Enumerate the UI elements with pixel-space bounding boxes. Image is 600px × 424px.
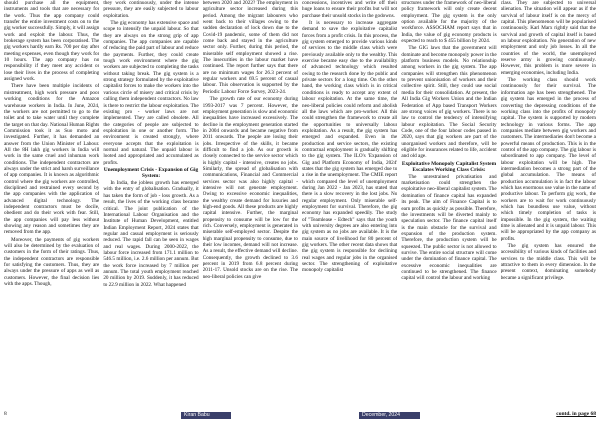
column-2 — [103, 0, 198, 410]
paragraph: Moreover, the payments of gig workers will also be determined by the evaluation of customers in the form of their ratings. Thus, the independent contractors are responsible for satisfying the customers. Thus, they are always under the pressure of apps as well as customers. However, the final decision lies with the apps. Though, — [4, 236, 100, 288]
column-1 — [4, 0, 99, 410]
article-columns — [4, 0, 596, 410]
paragraph: between 2020 and 2022? The employment in agriculture sector increased during this period. Among the migrant labourers who went back to their villages owing to the sudden declaration of lock down due to the Covid-19 pandemic, some of them did not come back and stayed in the agriculture sector only. Further, during this period, the miserable self employment showed a rise. The insecurities in the labour market have continued. The report further says that there are no minimum wages for 26.3 percent of regular workers and 69.5 percent of casual labour. This observation is supported by the Periodic Labour Force Survey, 2023-24. — [202, 0, 298, 95]
paragraph: structures under the framework of neo-liberal policy framework will only create decent employment. The gig system is the only option available for the majority of the workforce. ASSOCHAM report says that in India, the value of gig economy products is expected to reach to $ 455 billion by 2024. — [401, 0, 497, 45]
paragraph: In India, the jobless growth has emerged with the entry of globalisation. Gradually, it has taken the form of job - loss growth. As a result, the lives of the working class became critical. The joint publication of the International Labour Organisation and the Institute of Human Development, entitled Indian Employment Report, 2024 states that regular and casual employment is seriously reduced. The rapid fall can be seen in wages and real wages. During 2000-2022, the labour force increased from 171.1 million to 546.5 million, i.e. 2.6 million per annum. But the work force increased by 7 million per annum. The total youth employment reached 20 million by 2019. Suddenly, it has reduced to 22.9 million in 2022. What happened — [103, 180, 199, 288]
paragraph: concessions, incentives and write off their huge loans to ensure their profits but will not purchase their unsold stocks in the godowns. — [301, 0, 398, 19]
paragraph: The gig economy has extensive space and scope to intensify the unpaid labour. So that they are always on the strong grip of app companies. The app companies are capable of reducing the paid part of labour and reduce the payments. Further, they could create tough work environment where the gig workers are subjected to completing the tasks without taking break. The gig system is a strong strategy formulated by the exploitative capitalist forces to make the workers into the various circle of misery and critical crisis by calling them independent contractors. No law is there to restrict the labour exploitation. The existing pro - worker laws are not implemented. They are called obsolete. All the categories of people are subjected to exploitation in one or another form. The environment is created strongly, where everyone accepts that the exploitation is normal and natural. The unpaid labour is looted and appropriated and accumulated as profits. — [103, 20, 199, 166]
paragraph: There have been multiple incidents of mistreatment, high work pressure and poor working conditions for the Amazon warehouse workers in India. In June, 2024, the workers are not permitted to go to the toilet and to take water until they complete the target on that day. National Human Rights Commission took it as Suo moto and investigated. Further, it has demanded an answer from the Union Minister of Labour. All the 8H lakh gig workers in India will work in the same cruel and inhuman work conditions. The independent contractors are always under the strict and harsh surveillance of app companies. It is known as algorithmic control where the gig workers are controlled, disciplined and restrained every second by the app companies with the application of advanced digital technology. The independent contractors must be docile, obedient and do their work with fear. Still, the app companies will pay less without showing any reason and sometimes they are removed from the app. — [4, 83, 100, 236]
page-footer — [4, 410, 596, 423]
column-6 — [501, 0, 596, 410]
footer-issue-label: December, 2024 — [359, 412, 420, 419]
footer-author-label: Kiran Babu — [181, 412, 231, 419]
paragraph: The GIG laws that the government will dominate and become monopoly power in the platform business models. No relationship among workers in the gig system. The app companies will strengthen this phenomenon to prevent unionisation of workers and their collective spirit. Still, they could use social media for their consolidation. At present, the All India Gig Workers Union and the Indian Federation of App based Transport Workers are strong voices of gig workers. There is no law to control the tendency of intensifying labour exploitation. The Social Security Code, one of the four labour codes passed in 2020, says that gig workers are part of the unorganised workers and therefore, will be eligible for insurances related to life, accident and old age. — [401, 45, 497, 160]
section-heading: Unemployment Crisis - Expansion of Gig System: — [103, 166, 199, 180]
paragraph: The unrestrained privatisation and marketisation could strengthen the exploitative neo-liberal capitalist system. The domination of finance capital has expanded its peak. The aim of Finance Capital is to earn profits as quickly as possible. Therefore, the investments will be diverted mainly to speculation sector. The finance capital itself is the main obstacle for the survival and expansion of the production system. Therefore, the production system will be squeezed. The public sector is not allowed to survive. The entire social structure will come under the domination of finance capital. The excessive economic inequalities are continued to be strengthened. The finance capital will control the labour and working — [401, 173, 497, 282]
column-3 — [203, 0, 298, 410]
continued-link[interactable]: contd. in page 68 — [556, 411, 596, 417]
paragraph: The working class should work continuously for their survival. The information age has been strengthened. The gig system has emerged in the process of converting the depressing conditions of the working class into the profits of monopoly capital. The system is supported by modern technology in various forms. The app companies mediate between gig workers and customers. The intermediaries don't become a powerful means of production. This is in the control of the app company. The gig labour is subordinated to app company. The level of labour exploitation will be high. The intermediation becomes a strong part of the global accumulation. The means of production accumulation is in fact the labour which has enormous use value in the name of productive labour. To perform gig work, the workers are to wait for work continuously which has boundless use value, without which timely completion of tasks is impossible. In the gig system, the waiting time is alienated and it is unpaid labour. This will be appropriated by the app company as profits. — [500, 77, 596, 242]
page-number: 8 — [4, 411, 7, 417]
section-heading: Exploitative Monopoly Capitalist System Escalates Working Class Crisis: — [401, 160, 497, 173]
paragraph: The growth rate of our economy during 1993-2017 was 7 percent. However, the employment generation is slow and economic inequalities have increased excessively. The decline in the employment generation started in 2004 onwards and became negative from 2011 onwards. The people are losing their jobs. Irrespective of the skills, it became difficult to find a job. As our growth is closely connected to the service sector which is highly capital - intensive, creates no jobs. Similarly, the spread of globalisation with communications, Financial and Commercial services sector was also highly capital - intensive will not generate employment. Owing to excessive economic inequalities, the wealthy create demand for luxuries and high-end goods. All these products are highly capital intensive. Further, the marginal propensity to consume will be low for the rich. Conversely, employment is generated in miserable self-employed sector. Despite the high marginal propensity to consume, due to their low incomes, demand will not increase. As a result, the effective demand will decline. Consequently, the growth declined to 3.6 percent in 2019 from 6.8 percent during 2011-17. Unsold stocks are on the rise. The neo-liberal policies can give — [202, 96, 298, 280]
paragraph: class. They are subjected to universal alienation. The situation will appear as if the survival of labour itself is on the mercy of capital. This phenomenon will be popularised continuously. Karl Marx rightly said that the survival and growth of capital itself is based on labour exploitation. No generation of new employment and only job losses. In all the countries of the world, the unemployed reserve army is growing continuously. However, this problem is more severe in emerging economies, including India. — [500, 0, 596, 76]
paragraph: they work continuously, under the intense pressure, they are easily subjected to labour exploitation. — [103, 0, 199, 19]
paragraph: It is necessary to increase aggregate demand to save the exploitative capitalist forces from a profit crisis. In this process, the gig system emerged to provide various kinds of services to the middle class which were previously available only to the wealthy. This exercise became easy due to the availability of advanced technology which resulted owing to the research done by the public and private sectors for a long time. On the other hand, the working class which is in critical conditions is ready to accept any extent of labour exploitation. At the same time, the neo-liberal policies could reform and abolish all the laws which are pro-worker. All this could strengthen the framework to create all the opportunities to universally labour exploitation. As a result, the gig system has emerged and expanded. Even in the production and service sectors, the existing contractual employment is gradually shifting to the gig system. The ILO's 'Expansion of Gig and Platform Economy of India, 2024' states that the gig system has emerged due to a rise in the unemployment. The CMIE report which compared the level of unemployment during Jan 2022 - Jan 2023, has stated that there is a slow recovery in the lost jobs. No regular employment. Only miserable self-employment for survival. Therefore, the gig economy has expanded speedily. The study of "Teamlease - Edtech" says that the youth with university degrees are also entering into gig system as no jobs are available. It is the main source of livelihood for 80 percent of gig workers. The other recent data shows that the gig system is responsible for declining real wages and regular jobs in the organised sector. The strengthening of exploitative monopoly capitalist — [301, 20, 398, 274]
paragraph: The gig system has ensured the accessibility of various kinds of facilities and services to the middle class. This will be attractive to them in every dimension. In the present context, dominating somebody became a significant privilege. — [500, 243, 596, 281]
column-4 — [302, 0, 397, 410]
paragraph: should purchase all the equipment, instruments and tools that are necessary for the work. Thus the app company could transfer the entire investment costs on to the gig worker successfully. Simply, it will assign work and exploit the labour. Thus, the brokerage system has been corporatised. The gig workers hardly earn Rs. 700 per day after meeting expenses, even though they work for 10 hours. The app company has no responsibility if they meet any accident or lose their lives in the process of completing assigned work. — [4, 0, 100, 83]
column-5 — [401, 0, 496, 410]
